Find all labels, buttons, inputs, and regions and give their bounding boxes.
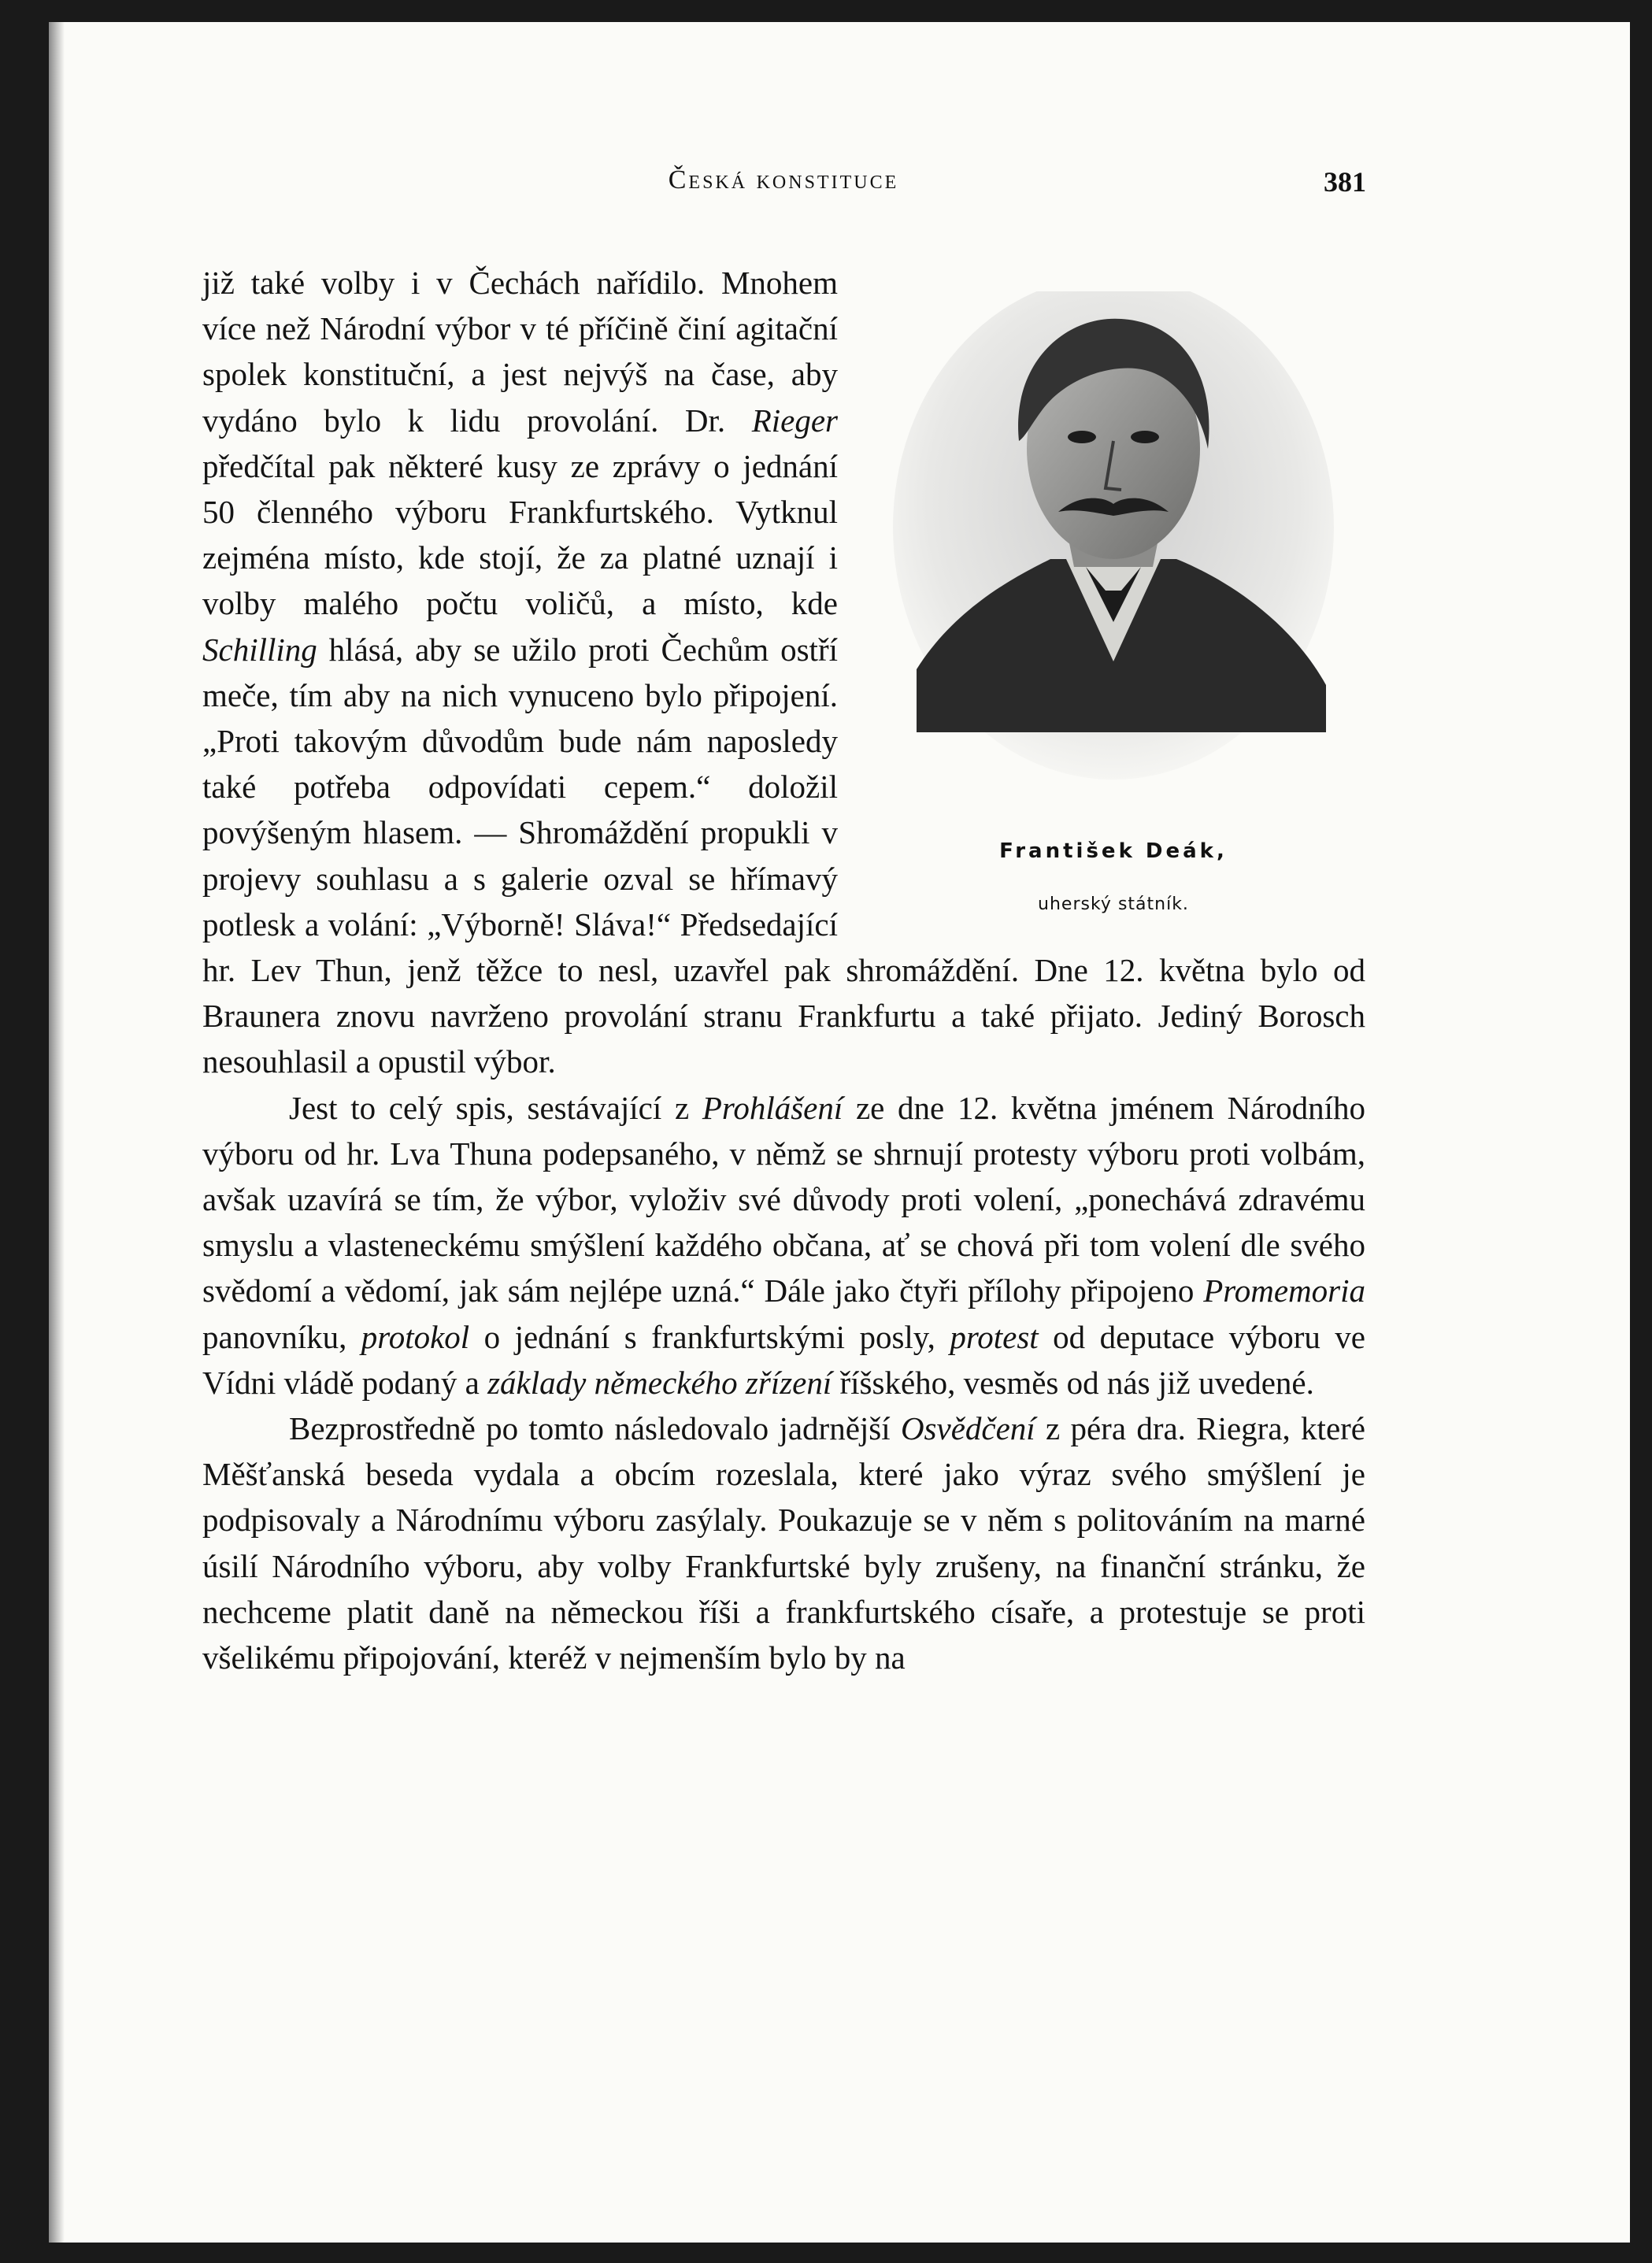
text-segment: říšského, vesměs od nás již uvedené. (832, 1364, 1314, 1401)
paragraph (202, 1406, 1365, 1680)
figure-caption (861, 828, 1365, 928)
page-number: 381 (1324, 166, 1366, 198)
text-segment: Bezprostředně po tomto následovalo jadrnější (289, 1410, 901, 1447)
text-segment: panovníku, (202, 1318, 361, 1355)
text-segment: ze dne 12. května jménem Národního výboru od hr. Lva Thuna podepsaného, v němž se shrnují protesty výboru proti volbám, avšak uzavírá se tím, že výbor, vyloživ své důvody proti volení, „ponechává zdravému smyslu a vlasteneckému smýšlení každého občana, ať se chová při tom volení dle svého svědomí a vědomí, jak sám nejlépe uzná.“ Dále jako čtyři přílohy připojeno (202, 1089, 1365, 1309)
caption-role: uherský státník. (1038, 894, 1189, 915)
paragraph (202, 1085, 1365, 1406)
running-title: Česká konstituce (668, 165, 899, 194)
italic-segment: protest (950, 1318, 1039, 1355)
body-text (202, 260, 1365, 1680)
italic-segment: protokol (361, 1318, 470, 1355)
text-segment: o jednání s frankfurtskými posly, (469, 1318, 950, 1355)
italic-segment: základy německého zřízení (487, 1364, 832, 1401)
italic-segment: Rieger (751, 402, 838, 439)
text-segment: hlásá, aby se užilo proti Čechům ostří meče, tím aby na nich vynuceno bylo připojení. „Proti takovým důvodům bude nám naposledy také potřeba odpovídati cepem.“ doložil povýšeným hlasem. — Shromáždění propukli v projevy souhlasu a s galerie ozval se hřímavý potlesk a volání: „Výborně! Sláva!“ Předsedající hr. Lev Thun, jenž těžce to nesl, uzavřel pak shromáždění. Dne 12. května bylo od Braunera znovu navrženo provolání stranu Frankfurtu a také přijato. Jediný Borosch nesouhlasil a opustil výbor. (202, 631, 1365, 1080)
text-segment: od deputace výboru ve Vídni vládě podaný a (202, 1318, 1365, 1401)
text-segment: předčítal pak některé kusy ze zprávy o jednání 50 členného výboru Frankfurtského. Vytknul zejména místo, kde stojí, že za platné uznají i volby malého počtu voličů, a místo, kde (202, 447, 838, 622)
page-gutter-shadow (49, 22, 65, 2243)
text-segment: již také volby i v Čechách nařídilo. Mnohem více než Národní výbor v té příčině činí agitační spolek konstituční, a jest nejvýš na čase, aby vydáno bylo k lidu provolání. Dr. (202, 265, 838, 439)
page-header (201, 165, 1366, 205)
text-segment: Jest to celý spis, sestávající z (289, 1089, 702, 1126)
italic-segment: Schilling (202, 631, 317, 668)
caption-name: František Deák, (999, 839, 1228, 863)
portrait-figure (861, 260, 1365, 929)
italic-segment: Osvědčení (900, 1410, 1035, 1447)
portrait-engraving (885, 291, 1342, 795)
italic-segment: Promemoria (1203, 1272, 1365, 1309)
italic-segment: Prohlášení (702, 1089, 843, 1126)
text-segment: z péra dra. Riegra, které Měšťanská beseda vydala a obcím rozeslala, které jako výraz svého smýšlení je podpisovaly a Národnímu výboru zasýlaly. Poukazuje se v něm s politováním na marné úsilí Národního výboru, aby volby Frankfurtské byly zrušeny, na finanční stránku, že nechceme platit daně na německou říši a frankfurtského císaře, a protestuje se proti všelikému připojování, kteréž v nejmenším bylo by na (202, 1410, 1365, 1676)
